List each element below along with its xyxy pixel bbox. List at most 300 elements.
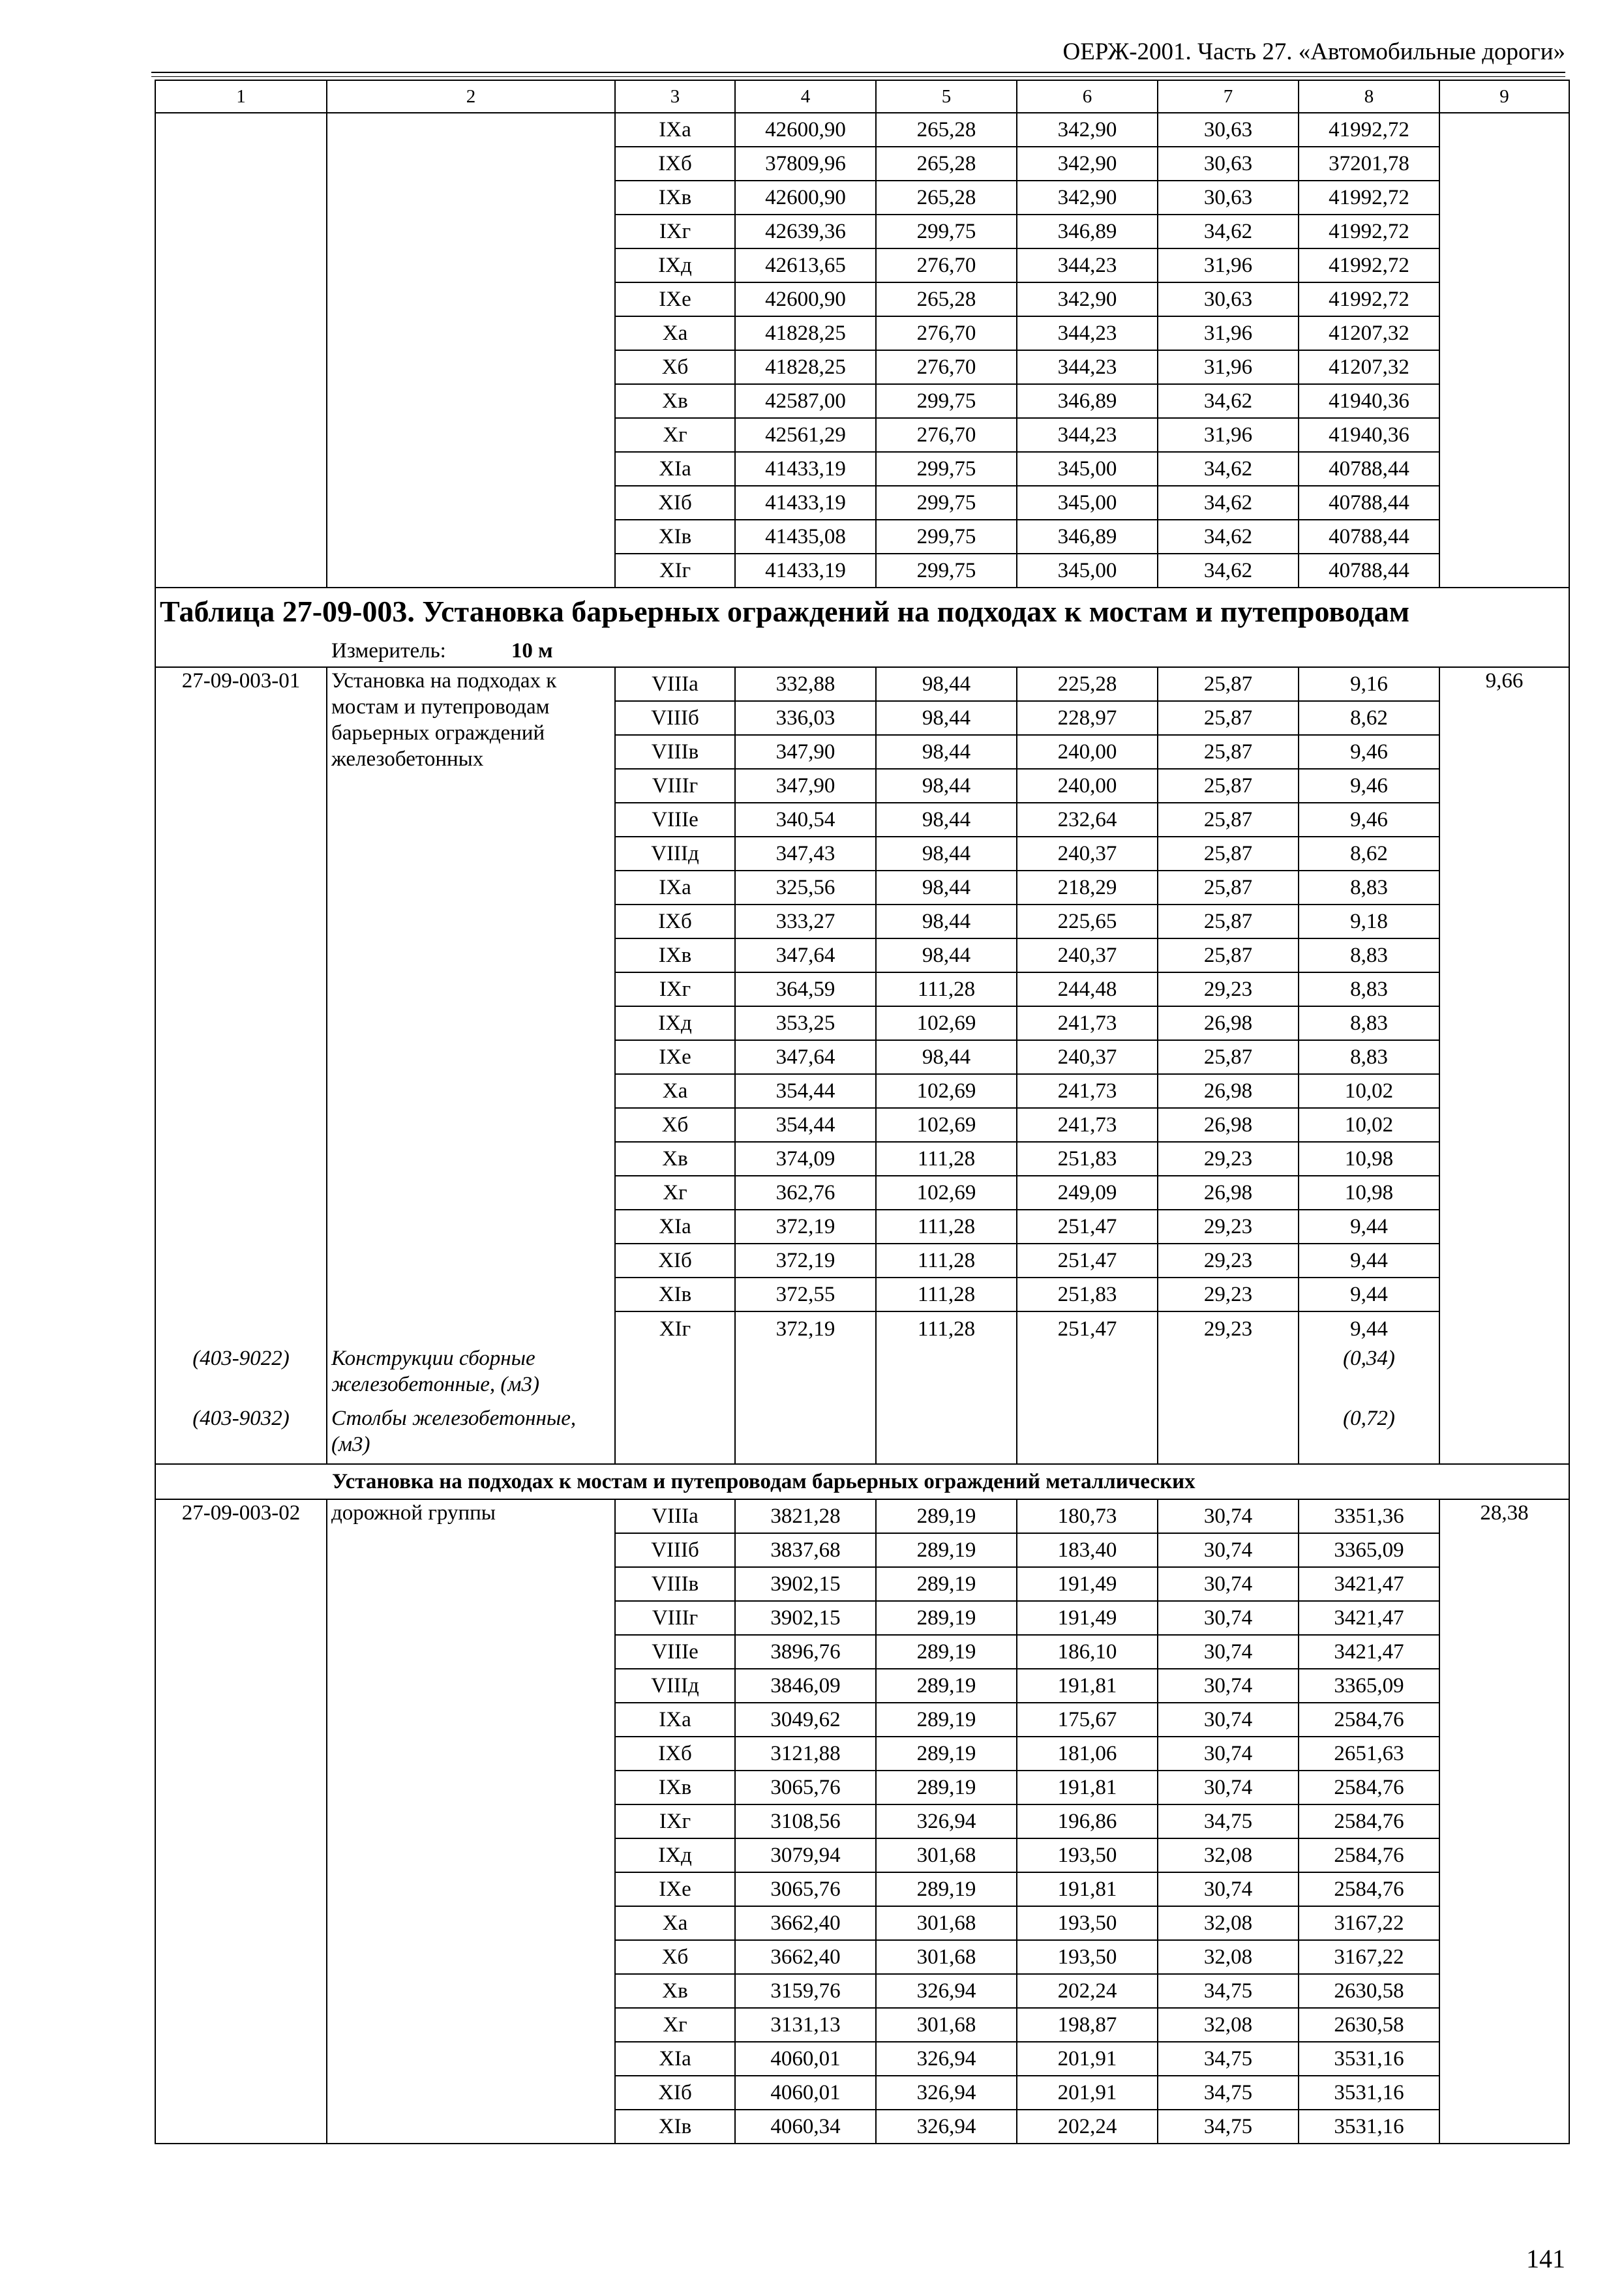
material-cell: 2584,76 xyxy=(1299,1703,1439,1737)
column-number: 1 xyxy=(155,80,327,113)
measure-label: Измеритель: xyxy=(331,638,446,663)
zone-cell: VIIIд xyxy=(615,837,735,871)
cost-cell: 3121,88 xyxy=(735,1737,876,1771)
empty-cell xyxy=(1017,1345,1158,1405)
wage-cell: 299,75 xyxy=(876,554,1017,588)
table-title-row xyxy=(155,588,1569,635)
cost-cell: 3902,15 xyxy=(735,1601,876,1635)
machinist-wage-cell: 34,62 xyxy=(1158,215,1299,248)
cost-cell: 42600,90 xyxy=(735,113,876,147)
machinist-wage-cell: 30,74 xyxy=(1158,1533,1299,1567)
zone-cell: Xа xyxy=(615,316,735,350)
material-cell: 10,02 xyxy=(1299,1074,1439,1108)
resource-code: (403-9022) xyxy=(155,1345,327,1405)
wage-cell: 301,68 xyxy=(876,1906,1017,1940)
cost-cell: 3079,94 xyxy=(735,1838,876,1872)
cost-cell: 3108,56 xyxy=(735,1804,876,1838)
machine-cell: 225,28 xyxy=(1017,667,1158,701)
machine-cell: 181,06 xyxy=(1017,1737,1158,1771)
empty-cell xyxy=(735,1405,876,1464)
machine-cell: 218,29 xyxy=(1017,871,1158,905)
machine-cell: 241,73 xyxy=(1017,1006,1158,1040)
cost-cell: 3131,13 xyxy=(735,2008,876,2042)
zone-cell: IXд xyxy=(615,248,735,282)
zone-cell: Xб xyxy=(615,350,735,384)
material-cell: 8,83 xyxy=(1299,972,1439,1006)
wage-cell: 98,44 xyxy=(876,735,1017,769)
material-cell: 9,46 xyxy=(1299,735,1439,769)
material-cell: 41207,32 xyxy=(1299,316,1439,350)
machine-cell: 240,37 xyxy=(1017,1040,1158,1074)
wage-cell: 102,69 xyxy=(876,1074,1017,1108)
machine-cell: 346,89 xyxy=(1017,215,1158,248)
machine-cell: 191,81 xyxy=(1017,1872,1158,1906)
machinist-wage-cell: 34,75 xyxy=(1158,1804,1299,1838)
machinist-wage-cell: 32,08 xyxy=(1158,2008,1299,2042)
machinist-wage-cell: 25,87 xyxy=(1158,938,1299,972)
item-name: дорожной группы xyxy=(327,1499,615,2144)
machine-cell: 201,91 xyxy=(1017,2042,1158,2076)
machinist-wage-cell: 29,23 xyxy=(1158,1311,1299,1345)
empty-cell xyxy=(1439,1405,1569,1464)
zone-cell: IXв xyxy=(615,938,735,972)
machinist-wage-cell: 30,63 xyxy=(1158,282,1299,316)
empty-cell xyxy=(1017,1405,1158,1464)
zone-cell: IXг xyxy=(615,972,735,1006)
material-cell: 8,83 xyxy=(1299,1006,1439,1040)
material-cell: 3531,16 xyxy=(1299,2110,1439,2144)
zone-cell: IXб xyxy=(615,905,735,938)
zone-cell: IXг xyxy=(615,1804,735,1838)
wage-cell: 276,70 xyxy=(876,418,1017,452)
machinist-wage-cell: 30,74 xyxy=(1158,1567,1299,1601)
page-number: 141 xyxy=(1526,2244,1565,2273)
cost-cell: 41433,19 xyxy=(735,486,876,520)
zone-cell: XIа xyxy=(615,452,735,486)
cost-cell: 41435,08 xyxy=(735,520,876,554)
machinist-wage-cell: 25,87 xyxy=(1158,667,1299,701)
material-cell: 40788,44 xyxy=(1299,520,1439,554)
table-row xyxy=(155,1499,1569,1533)
material-cell: 2630,58 xyxy=(1299,1974,1439,2008)
wage-cell: 299,75 xyxy=(876,520,1017,554)
material-cell: 3531,16 xyxy=(1299,2042,1439,2076)
machinist-wage-cell: 34,62 xyxy=(1158,384,1299,418)
machinist-wage-cell: 31,96 xyxy=(1158,418,1299,452)
zone-cell: Xв xyxy=(615,1142,735,1176)
zone-cell: Xб xyxy=(615,1940,735,1974)
wage-cell: 98,44 xyxy=(876,1040,1017,1074)
cost-cell: 353,25 xyxy=(735,1006,876,1040)
material-cell: 37201,78 xyxy=(1299,147,1439,181)
zone-cell: IXе xyxy=(615,282,735,316)
zone-cell: VIIIб xyxy=(615,701,735,735)
machine-cell: 342,90 xyxy=(1017,282,1158,316)
machinist-wage-cell: 30,74 xyxy=(1158,1703,1299,1737)
cost-cell: 340,54 xyxy=(735,803,876,837)
labor-cell xyxy=(1439,113,1569,588)
machinist-wage-cell: 32,08 xyxy=(1158,1838,1299,1872)
zone-cell: IXа xyxy=(615,113,735,147)
material-cell: 9,44 xyxy=(1299,1210,1439,1244)
resource-name: Конструкции сборные железобетонные, (м3) xyxy=(327,1345,615,1405)
zone-cell: VIIIг xyxy=(615,1601,735,1635)
cost-cell: 41828,25 xyxy=(735,350,876,384)
header-rule-thin xyxy=(151,76,1565,77)
cost-cell: 374,09 xyxy=(735,1142,876,1176)
wage-cell: 276,70 xyxy=(876,350,1017,384)
zone-cell: XIв xyxy=(615,1278,735,1311)
machinist-wage-cell: 29,23 xyxy=(1158,1210,1299,1244)
wage-cell: 326,94 xyxy=(876,1974,1017,2008)
column-number: 8 xyxy=(1299,80,1439,113)
machine-cell: 344,23 xyxy=(1017,316,1158,350)
machine-cell: 186,10 xyxy=(1017,1635,1158,1669)
wage-cell: 265,28 xyxy=(876,147,1017,181)
zone-cell: IXб xyxy=(615,1737,735,1771)
measure-cell xyxy=(155,635,1569,667)
machine-cell: 345,00 xyxy=(1017,554,1158,588)
wage-cell: 111,28 xyxy=(876,1278,1017,1311)
cost-cell: 3159,76 xyxy=(735,1974,876,2008)
material-cell: 8,83 xyxy=(1299,1040,1439,1074)
material-row xyxy=(155,1345,1569,1405)
zone-cell: VIIIа xyxy=(615,1499,735,1533)
machine-cell: 342,90 xyxy=(1017,113,1158,147)
material-cell: 3351,36 xyxy=(1299,1499,1439,1533)
material-cell: 41992,72 xyxy=(1299,282,1439,316)
measure-value: 10 м xyxy=(511,638,553,663)
material-cell: 3531,16 xyxy=(1299,2076,1439,2110)
wage-cell: 102,69 xyxy=(876,1006,1017,1040)
material-cell: 2584,76 xyxy=(1299,1838,1439,1872)
material-cell: 8,62 xyxy=(1299,837,1439,871)
wage-cell: 299,75 xyxy=(876,486,1017,520)
price-table xyxy=(155,80,1570,2144)
material-cell: 40788,44 xyxy=(1299,554,1439,588)
labor-cell: 28,38 xyxy=(1439,1499,1569,2144)
machine-cell: 180,73 xyxy=(1017,1499,1158,1533)
zone-cell: XIа xyxy=(615,1210,735,1244)
column-number: 3 xyxy=(615,80,735,113)
machinist-wage-cell: 29,23 xyxy=(1158,1278,1299,1311)
cost-cell: 347,90 xyxy=(735,769,876,803)
cost-cell: 42587,00 xyxy=(735,384,876,418)
wage-cell: 326,94 xyxy=(876,1804,1017,1838)
machine-cell: 344,23 xyxy=(1017,350,1158,384)
wage-cell: 299,75 xyxy=(876,384,1017,418)
machinist-wage-cell: 34,75 xyxy=(1158,2110,1299,2144)
machinist-wage-cell: 25,87 xyxy=(1158,1040,1299,1074)
wage-cell: 265,28 xyxy=(876,181,1017,215)
machine-cell: 251,47 xyxy=(1017,1244,1158,1278)
material-cell: 3365,09 xyxy=(1299,1669,1439,1703)
material-cell: 9,16 xyxy=(1299,667,1439,701)
zone-cell: XIб xyxy=(615,1244,735,1278)
machine-cell: 240,37 xyxy=(1017,837,1158,871)
machine-cell: 228,97 xyxy=(1017,701,1158,735)
machine-cell: 240,00 xyxy=(1017,769,1158,803)
material-cell: 9,46 xyxy=(1299,769,1439,803)
empty-cell xyxy=(735,1345,876,1405)
machine-cell: 193,50 xyxy=(1017,1940,1158,1974)
cost-cell: 4060,01 xyxy=(735,2042,876,2076)
cost-cell: 362,76 xyxy=(735,1176,876,1210)
cost-cell: 42639,36 xyxy=(735,215,876,248)
machinist-wage-cell: 29,23 xyxy=(1158,1244,1299,1278)
material-cell: 2584,76 xyxy=(1299,1872,1439,1906)
zone-cell: XIв xyxy=(615,520,735,554)
machine-cell: 201,91 xyxy=(1017,2076,1158,2110)
machinist-wage-cell: 30,74 xyxy=(1158,1635,1299,1669)
machine-cell: 345,00 xyxy=(1017,486,1158,520)
cost-cell: 347,43 xyxy=(735,837,876,871)
material-cell: 10,98 xyxy=(1299,1142,1439,1176)
wage-cell: 265,28 xyxy=(876,282,1017,316)
code-cell xyxy=(155,113,327,588)
machinist-wage-cell: 34,62 xyxy=(1158,486,1299,520)
wage-cell: 326,94 xyxy=(876,2076,1017,2110)
empty-cell xyxy=(1158,1345,1299,1405)
cost-cell: 3902,15 xyxy=(735,1567,876,1601)
machinist-wage-cell: 25,87 xyxy=(1158,905,1299,938)
machinist-wage-cell: 30,74 xyxy=(1158,1499,1299,1533)
cost-cell: 325,56 xyxy=(735,871,876,905)
cost-cell: 3049,62 xyxy=(735,1703,876,1737)
material-cell: 2584,76 xyxy=(1299,1771,1439,1804)
resource-value: (0,72) xyxy=(1299,1405,1439,1464)
machinist-wage-cell: 26,98 xyxy=(1158,1108,1299,1142)
empty-cell xyxy=(876,1405,1017,1464)
machinist-wage-cell: 26,98 xyxy=(1158,1176,1299,1210)
machinist-wage-cell: 34,62 xyxy=(1158,452,1299,486)
zone-cell: Xв xyxy=(615,384,735,418)
machine-cell: 241,73 xyxy=(1017,1108,1158,1142)
zone-cell: XIб xyxy=(615,2076,735,2110)
cost-cell: 372,55 xyxy=(735,1278,876,1311)
wage-cell: 98,44 xyxy=(876,769,1017,803)
wage-cell: 98,44 xyxy=(876,803,1017,837)
cost-cell: 364,59 xyxy=(735,972,876,1006)
wage-cell: 289,19 xyxy=(876,1737,1017,1771)
cost-cell: 4060,01 xyxy=(735,2076,876,2110)
machine-cell: 202,24 xyxy=(1017,2110,1158,2144)
zone-cell: Xг xyxy=(615,418,735,452)
column-number: 7 xyxy=(1158,80,1299,113)
zone-cell: IXд xyxy=(615,1006,735,1040)
material-cell: 41992,72 xyxy=(1299,215,1439,248)
column-number: 2 xyxy=(327,80,615,113)
cost-cell: 372,19 xyxy=(735,1311,876,1345)
zone-cell: IXе xyxy=(615,1872,735,1906)
column-number: 5 xyxy=(876,80,1017,113)
zone-cell: XIб xyxy=(615,486,735,520)
machine-cell: 232,64 xyxy=(1017,803,1158,837)
wage-cell: 289,19 xyxy=(876,1567,1017,1601)
machine-cell: 342,90 xyxy=(1017,181,1158,215)
material-row xyxy=(155,1405,1569,1464)
wage-cell: 111,28 xyxy=(876,1244,1017,1278)
wage-cell: 289,19 xyxy=(876,1635,1017,1669)
cost-cell: 336,03 xyxy=(735,701,876,735)
zone-cell: VIIIд xyxy=(615,1669,735,1703)
machine-cell: 251,83 xyxy=(1017,1142,1158,1176)
wage-cell: 111,28 xyxy=(876,1210,1017,1244)
material-cell: 10,02 xyxy=(1299,1108,1439,1142)
cost-cell: 3846,09 xyxy=(735,1669,876,1703)
wage-cell: 111,28 xyxy=(876,1311,1017,1345)
cost-cell: 42613,65 xyxy=(735,248,876,282)
empty-cell xyxy=(1439,1345,1569,1405)
machine-cell: 225,65 xyxy=(1017,905,1158,938)
cost-cell: 3065,76 xyxy=(735,1872,876,1906)
wage-cell: 276,70 xyxy=(876,248,1017,282)
zone-cell: VIIIб xyxy=(615,1533,735,1567)
material-cell: 3167,22 xyxy=(1299,1906,1439,1940)
wage-cell: 98,44 xyxy=(876,837,1017,871)
wage-cell: 265,28 xyxy=(876,113,1017,147)
material-cell: 2584,76 xyxy=(1299,1804,1439,1838)
material-cell: 3421,47 xyxy=(1299,1567,1439,1601)
material-cell: 41940,36 xyxy=(1299,418,1439,452)
machine-cell: 175,67 xyxy=(1017,1703,1158,1737)
wage-cell: 289,19 xyxy=(876,1601,1017,1635)
cost-cell: 3662,40 xyxy=(735,1906,876,1940)
cost-cell: 3662,40 xyxy=(735,1940,876,1974)
zone-cell: VIIIе xyxy=(615,803,735,837)
zone-cell: IXг xyxy=(615,215,735,248)
machinist-wage-cell: 31,96 xyxy=(1158,350,1299,384)
material-cell: 9,18 xyxy=(1299,905,1439,938)
machine-cell: 240,37 xyxy=(1017,938,1158,972)
machinist-wage-cell: 29,23 xyxy=(1158,1142,1299,1176)
cost-cell: 3896,76 xyxy=(735,1635,876,1669)
machinist-wage-cell: 32,08 xyxy=(1158,1906,1299,1940)
material-cell: 40788,44 xyxy=(1299,486,1439,520)
zone-cell: Xа xyxy=(615,1906,735,1940)
wage-cell: 289,19 xyxy=(876,1669,1017,1703)
machine-cell: 191,49 xyxy=(1017,1567,1158,1601)
cost-cell: 372,19 xyxy=(735,1244,876,1278)
cost-cell: 41433,19 xyxy=(735,452,876,486)
cost-cell: 372,19 xyxy=(735,1210,876,1244)
material-cell: 41992,72 xyxy=(1299,181,1439,215)
zone-cell: XIа xyxy=(615,2042,735,2076)
wage-cell: 98,44 xyxy=(876,938,1017,972)
zone-cell: IXе xyxy=(615,1040,735,1074)
cost-cell: 42600,90 xyxy=(735,181,876,215)
wage-cell: 98,44 xyxy=(876,905,1017,938)
wage-cell: 326,94 xyxy=(876,2110,1017,2144)
machinist-wage-cell: 34,62 xyxy=(1158,554,1299,588)
section-subtitle: Установка на подходах к мостам и путепроводам барьерных ограждений металлических xyxy=(155,1464,1569,1499)
machinist-wage-cell: 30,63 xyxy=(1158,113,1299,147)
machine-cell: 202,24 xyxy=(1017,1974,1158,2008)
zone-cell: Xг xyxy=(615,1176,735,1210)
item-code: 27-09-003-01 xyxy=(155,667,327,1345)
material-cell: 9,44 xyxy=(1299,1244,1439,1278)
zone-cell: IXв xyxy=(615,181,735,215)
machine-cell: 191,81 xyxy=(1017,1771,1158,1804)
wage-cell: 276,70 xyxy=(876,316,1017,350)
table-title: Таблица 27-09-003. Установка барьерных ограждений на подходах к мостам и путепроводам xyxy=(155,588,1569,635)
measure-row xyxy=(155,635,1569,667)
zone-cell: IXб xyxy=(615,147,735,181)
machine-cell: 193,50 xyxy=(1017,1838,1158,1872)
zone-cell: VIIIа xyxy=(615,667,735,701)
machinist-wage-cell: 30,74 xyxy=(1158,1737,1299,1771)
column-number: 9 xyxy=(1439,80,1569,113)
machine-cell: 345,00 xyxy=(1017,452,1158,486)
cost-cell: 4060,34 xyxy=(735,2110,876,2144)
name-cell xyxy=(327,113,615,588)
wage-cell: 111,28 xyxy=(876,972,1017,1006)
machinist-wage-cell: 30,74 xyxy=(1158,1601,1299,1635)
material-cell: 8,62 xyxy=(1299,701,1439,735)
zone-cell: IXа xyxy=(615,871,735,905)
machine-cell: 346,89 xyxy=(1017,520,1158,554)
machine-cell: 342,90 xyxy=(1017,147,1158,181)
cost-cell: 42600,90 xyxy=(735,282,876,316)
machine-cell: 183,40 xyxy=(1017,1533,1158,1567)
cost-cell: 41433,19 xyxy=(735,554,876,588)
zone-cell: Xа xyxy=(615,1074,735,1108)
resource-name: Столбы железобетонные, (м3) xyxy=(327,1405,615,1464)
material-cell: 9,44 xyxy=(1299,1311,1439,1345)
machinist-wage-cell: 34,75 xyxy=(1158,2076,1299,2110)
cost-cell: 354,44 xyxy=(735,1074,876,1108)
material-cell: 41940,36 xyxy=(1299,384,1439,418)
zone-cell: Xг xyxy=(615,2008,735,2042)
resource-value: (0,34) xyxy=(1299,1345,1439,1405)
machine-cell: 344,23 xyxy=(1017,248,1158,282)
price-table-body xyxy=(155,80,1569,2144)
material-cell: 41207,32 xyxy=(1299,350,1439,384)
zone-cell: VIIIг xyxy=(615,769,735,803)
machinist-wage-cell: 31,96 xyxy=(1158,316,1299,350)
zone-cell: VIIIв xyxy=(615,735,735,769)
zone-cell: IXа xyxy=(615,1703,735,1737)
machinist-wage-cell: 31,96 xyxy=(1158,248,1299,282)
header-rule xyxy=(151,72,1565,73)
column-number: 6 xyxy=(1017,80,1158,113)
cost-cell: 347,90 xyxy=(735,735,876,769)
wage-cell: 299,75 xyxy=(876,452,1017,486)
resource-code: (403-9032) xyxy=(155,1405,327,1464)
machine-cell: 196,86 xyxy=(1017,1804,1158,1838)
machinist-wage-cell: 30,74 xyxy=(1158,1669,1299,1703)
item-code: 27-09-003-02 xyxy=(155,1499,327,2144)
material-cell: 8,83 xyxy=(1299,938,1439,972)
zone-cell: XIв xyxy=(615,2110,735,2144)
machinist-wage-cell: 25,87 xyxy=(1158,701,1299,735)
wage-cell: 98,44 xyxy=(876,701,1017,735)
cost-cell: 3821,28 xyxy=(735,1499,876,1533)
zone-cell: IXв xyxy=(615,1771,735,1804)
machine-cell: 251,47 xyxy=(1017,1210,1158,1244)
machine-cell: 346,89 xyxy=(1017,384,1158,418)
zone-cell: XIг xyxy=(615,1311,735,1345)
wage-cell: 289,19 xyxy=(876,1703,1017,1737)
wage-cell: 111,28 xyxy=(876,1142,1017,1176)
machinist-wage-cell: 25,87 xyxy=(1158,735,1299,769)
zone-cell: Xб xyxy=(615,1108,735,1142)
machine-cell: 344,23 xyxy=(1017,418,1158,452)
material-cell: 8,83 xyxy=(1299,871,1439,905)
material-cell: 9,46 xyxy=(1299,803,1439,837)
machinist-wage-cell: 25,87 xyxy=(1158,803,1299,837)
machine-cell: 241,73 xyxy=(1017,1074,1158,1108)
